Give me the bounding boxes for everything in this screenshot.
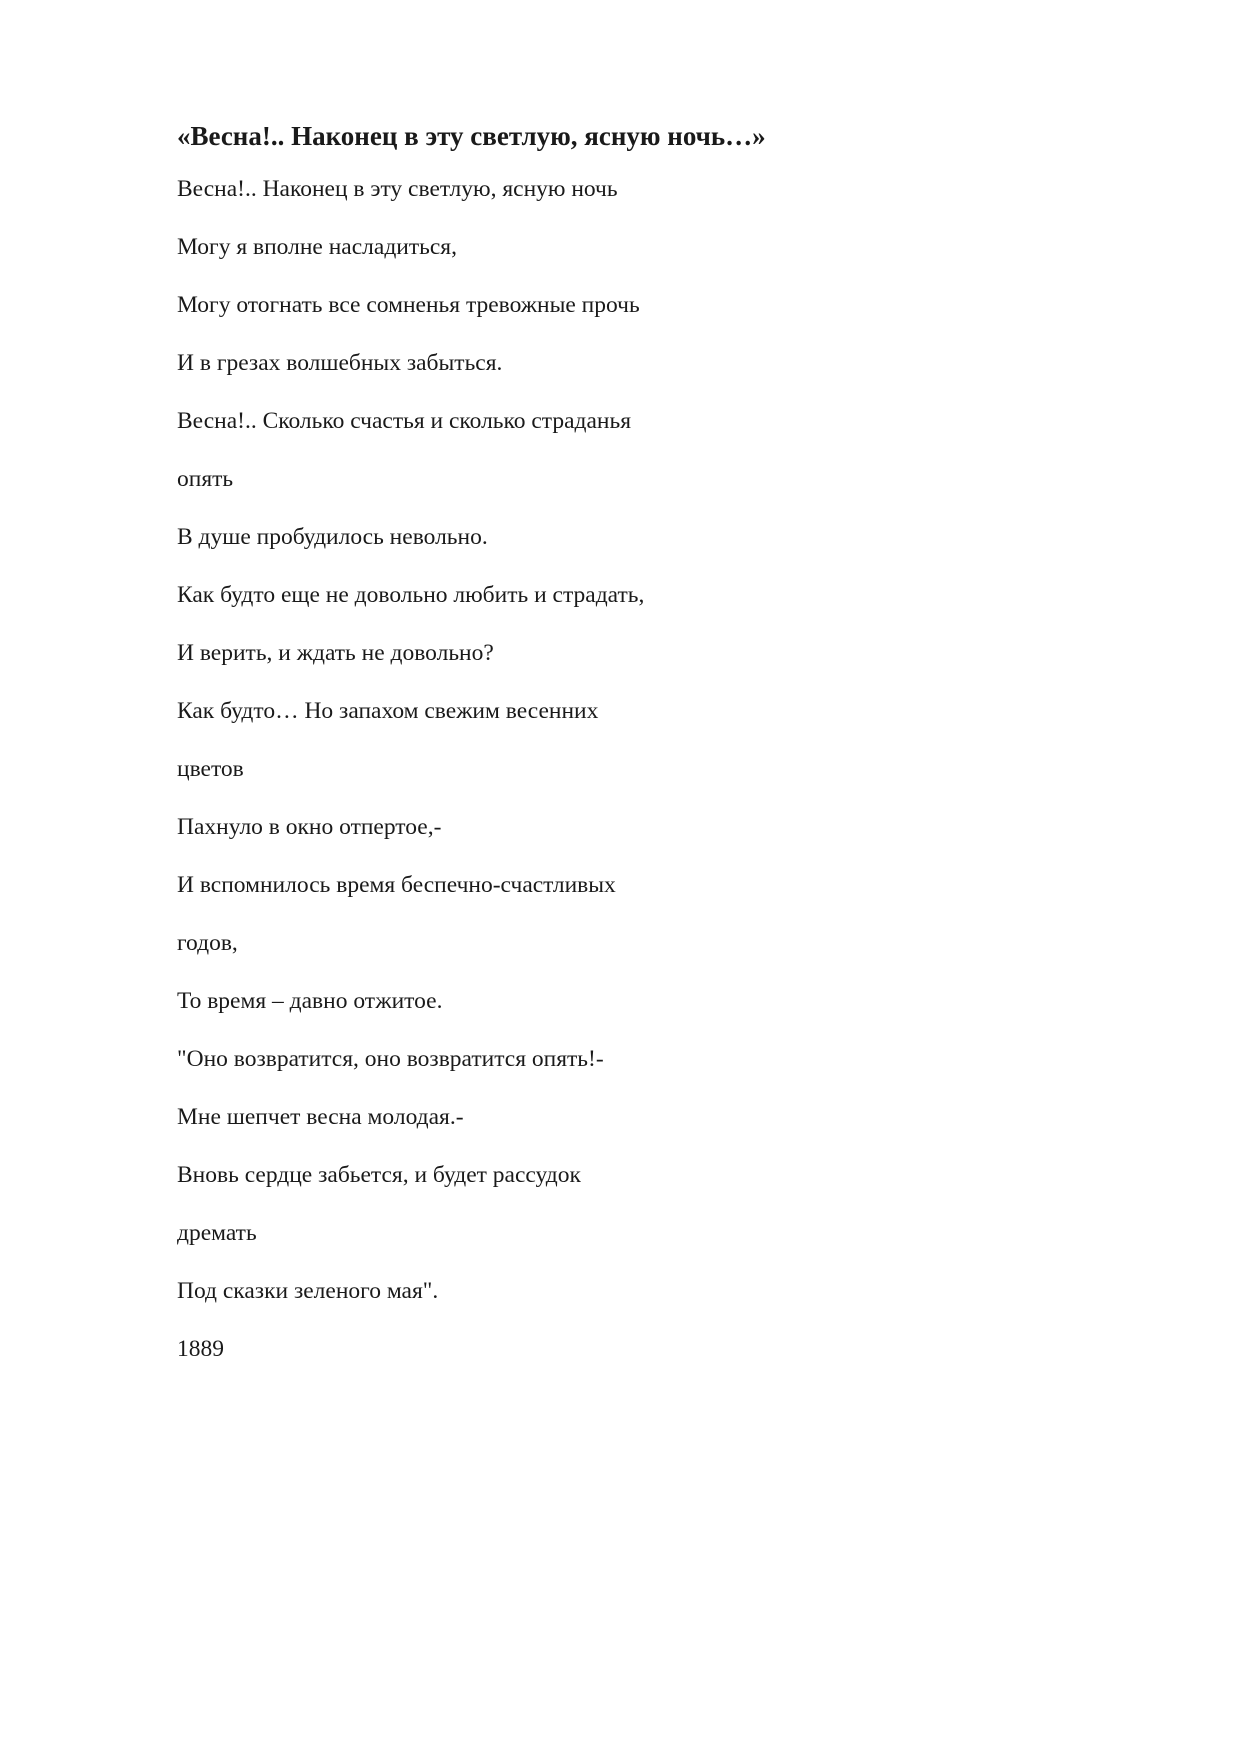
poem-line: дремать [177, 1220, 257, 1246]
poem-line: Под сказки зеленого мая". [177, 1278, 439, 1304]
poem-line: Вновь сердце забьется, и будет рассудок [177, 1162, 581, 1188]
poem-line: "Оно возвратится, оно возвратится опять!- [177, 1046, 604, 1072]
poem-line: опять [177, 466, 234, 492]
poem-line: Могу отогнать все сомненья тревожные прочь [177, 292, 640, 318]
poem-line: цветов [177, 756, 244, 782]
poem-line: И верить, и ждать не довольно? [177, 640, 494, 666]
poem-line: То время – давно отжитое. [177, 988, 443, 1014]
poem-title: «Весна!.. Наконец в эту светлую, ясную ночь…» [177, 121, 766, 151]
poem-line: Весна!.. Наконец в эту светлую, ясную ночь [177, 176, 618, 202]
poem-line: Как будто еще не довольно любить и страдать, [177, 582, 645, 608]
poem-body [177, 174, 644, 1334]
poem-line: Как будто… Но запахом свежим весенних [177, 698, 599, 724]
poem-line: Весна!.. Сколько счастья и сколько страданья [177, 408, 632, 434]
poem-line: И в грезах волшебных забыться. [177, 350, 503, 376]
poem-line: Могу я вполне насладиться, [177, 234, 457, 260]
poem-line: годов, [177, 930, 238, 956]
poem-line: Пахнуло в окно отпертое,- [177, 814, 442, 840]
poem-year: 1889 [177, 1336, 224, 1362]
poem-line: И вспомнилось время беспечно-счастливых [177, 872, 616, 898]
poem-line: Мне шепчет весна молодая.- [177, 1104, 464, 1130]
poem-line: В душе пробудилось невольно. [177, 524, 488, 550]
